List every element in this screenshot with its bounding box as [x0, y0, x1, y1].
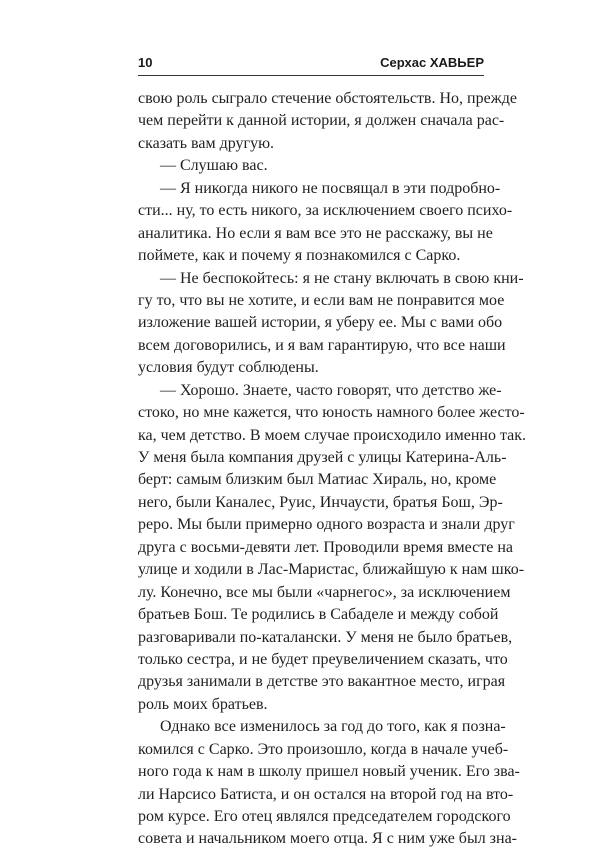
text-line: разговаривали по-каталански. У меня не было братьев,: [138, 628, 513, 646]
text-line: братьев Бош. Те родились в Сабаделе и между собой: [138, 606, 499, 624]
text-line: только сестра, и не будет преувеличением сказать, что: [138, 650, 508, 668]
text-line: изложение вашей истории, я уберу ее. Мы с вами обо: [138, 314, 503, 332]
text-line: друга с восьми-девяти лет. Проводили время вместе на: [138, 538, 514, 556]
text-line: друзья занимали в детстве это вакантное место, играя: [138, 673, 506, 691]
text-line: совета и начальником моего отца. Я с ним уже был зна-: [138, 830, 517, 848]
text-line: ного года к нам в школу пришел новый ученик. Его зва-: [138, 763, 520, 781]
text-line: чем перейти к данной истории, я должен сначала рас-: [138, 112, 505, 130]
body-text: [138, 88, 527, 851]
text-line: — Я никогда никого не посвящал в эти подробно-: [160, 179, 501, 197]
text-line: ли Нарсисо Батиста, и он остался на второй год на вто-: [138, 785, 514, 803]
text-line: него, были Каналес, Руис, Инчаусти, братья Бош, Эр-: [138, 493, 503, 511]
text-line: улице и ходили в Лас-Маристас, ближайшую к нам шко-: [138, 561, 525, 579]
text-line: ка, чем детство. В моем случае происходило именно так.: [138, 426, 527, 444]
text-line: берт: самым близким был Матиас Хираль, но, кроме: [138, 471, 497, 489]
text-line: лу. Конечно, все мы были «чарнегос», за исключением: [138, 583, 511, 601]
text-line: — Слушаю вас.: [160, 157, 268, 175]
page-number: 10: [138, 55, 153, 70]
text-line: — Хорошо. Знаете, часто говорят, что детство же-: [160, 381, 502, 399]
text-line: свою роль сыграло стечение обстоятельств. Но, прежде: [138, 90, 517, 107]
text-line: комился с Сарко. Это произошло, когда в начале учеб-: [138, 740, 509, 758]
text-line: роль моих братьев.: [138, 695, 268, 713]
text-line: — Не беспокойтесь: я не стану включать в свою кни-: [160, 269, 524, 287]
author-name: Серхас ХАВЬЕР: [380, 55, 484, 70]
text-line: У меня была компания друзей с улицы Катерина-Аль-: [138, 449, 507, 466]
text-line: реро. Мы были примерно одного возраста и знали друг: [138, 516, 515, 534]
text-line: гу то, что вы не хотите, и если вам не понравится мое: [138, 291, 505, 309]
text-line: Однако все изменилось за год до того, как я позна-: [160, 718, 506, 736]
text-line: аналитика. Но если я вам все это не расскажу, вы не: [138, 224, 493, 242]
text-line: всем договорились, и я вам гарантирую, что все наши: [138, 336, 506, 354]
header-rule: [138, 75, 484, 76]
text-line: ром курсе. Его отец являлся председателем городского: [138, 808, 511, 825]
text-line: сти... ну, то есть никого, за исключением своего психо-: [138, 202, 513, 220]
text-line: условия будут соблюдены.: [138, 359, 319, 377]
running-head: [138, 55, 484, 77]
text-line: стоко, но мне кажется, что юность намного более жесто-: [138, 404, 525, 422]
text-line: поймете, как и почему я познакомился с Сарко.: [138, 247, 461, 265]
text-line: сказать вам другую.: [138, 134, 275, 152]
